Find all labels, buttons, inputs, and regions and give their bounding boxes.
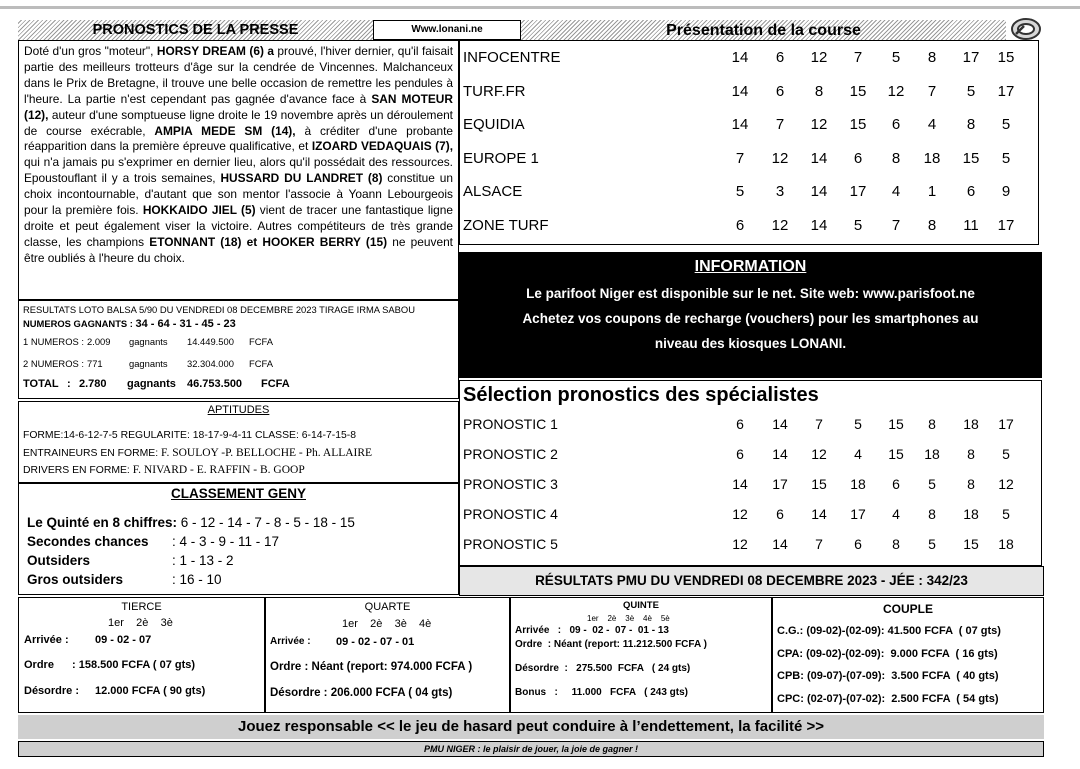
pronostic-number: 14: [732, 476, 748, 492]
pronostic-number: 15: [963, 536, 979, 552]
geny-box: [18, 483, 459, 595]
loto-result-cell: 14.449.500: [187, 336, 234, 347]
press-source-number: 6: [735, 216, 745, 234]
aptitudes-title: APTITUDES: [207, 404, 270, 416]
aptitudes-drivers: [23, 462, 454, 479]
press-source-number: 6: [775, 49, 785, 66]
website-label-box: [373, 20, 521, 40]
geny-title: CLASSEMENT GENY: [170, 486, 306, 501]
pronostic-number: 7: [815, 536, 823, 552]
tierce-desordre-value: 12.000 FCFA ( 90 gts): [95, 685, 206, 697]
press-source-number: 6: [775, 82, 785, 100]
loto-result-cell: FCFA: [249, 358, 273, 369]
quarte-title: QUARTE: [364, 601, 411, 613]
press-source-number: 5: [891, 49, 901, 66]
quinte-arrivee: Arrivée : 09 - 02 - 07 - 01 - 13: [515, 625, 669, 636]
press-source-name: ALSACE: [463, 183, 523, 200]
quarte-arrivee-row: [270, 632, 505, 652]
information-line-2: Achetez vos coupons de recharge (vouchers) pour les smartphones au: [522, 311, 979, 326]
geny-gros-row: [27, 570, 450, 589]
loto-result-cell: 771: [87, 358, 103, 369]
press-source-number: 17: [962, 49, 980, 66]
tierce-desordre-row: [24, 680, 259, 702]
drivers-label: DRIVERS EN FORME:: [23, 465, 133, 476]
press-source-name: ZONE TURF: [463, 216, 549, 234]
aptitudes-entraineurs: [23, 445, 454, 462]
loto-total-count: 2.780: [79, 378, 107, 390]
pronostic-number: 18: [963, 506, 979, 522]
press-source-number: 14: [731, 116, 749, 133]
quarte-arrivee-label: Arrivée :: [270, 636, 311, 647]
aptitudes-forme: FORME:14-6-12-7-5 REGULARITE: 18-17-9-4-11 CLASSE: 6-14-7-15-8: [23, 430, 357, 441]
geny-outsiders-row: [27, 551, 450, 570]
pmu-results-title-bar: [459, 566, 1044, 596]
loto-total-row: [23, 375, 454, 393]
pronostic-number: 6: [736, 446, 744, 462]
pronostic-name: PRONOSTIC 5: [463, 536, 558, 552]
pronostic-row: [460, 529, 1041, 559]
press-source-number: 4: [927, 116, 937, 133]
couple-line: CPA: (09-02)-(02-09): 9.000 FCFA ( 16 gts): [777, 647, 998, 660]
responsible-gaming-text: Jouez responsable << le jeu de hasard peut conduire à l’endettement, la facilité >>: [237, 718, 825, 735]
pronostic-row: [460, 499, 1041, 529]
loto-total-amount: 46.753.500: [187, 378, 243, 390]
press-source-row: [460, 108, 1038, 142]
aptitudes-box: [18, 401, 459, 483]
press-source-number: 12: [771, 216, 789, 234]
tierce-title: TIERCE: [121, 601, 162, 613]
quarte-arrivee-value: 09 - 02 - 07 - 01: [336, 636, 415, 648]
top-rule: [0, 6, 1080, 9]
geny-outsiders-value: : 1 - 13 - 2: [172, 553, 234, 568]
press-source-number: 17: [849, 183, 867, 200]
pronostic-row: [460, 469, 1041, 499]
pronostic-number: 5: [1002, 506, 1010, 522]
press-sources-table: [459, 40, 1039, 245]
pronostic-number: 8: [967, 476, 975, 492]
press-source-number: 12: [887, 82, 905, 100]
press-article-box: [18, 40, 459, 300]
press-source-number: 14: [731, 49, 749, 66]
pronostic-number: 4: [854, 446, 862, 462]
pronostic-number: 8: [967, 446, 975, 462]
loto-result-row: [23, 331, 454, 353]
pronostic-number: 5: [928, 536, 936, 552]
press-source-number: 3: [775, 183, 785, 200]
pronostic-number: 7: [815, 416, 823, 432]
selection-box: [459, 380, 1042, 566]
press-source-number: 5: [735, 183, 745, 200]
pronostic-number: 14: [772, 536, 788, 552]
press-source-number: 14: [731, 82, 749, 100]
quarte-desordre: Désordre : 206.000 FCFA ( 04 gts): [270, 687, 453, 699]
press-source-number: 7: [775, 116, 785, 133]
press-title: PRONOSTICS DE LA PRESSE: [92, 22, 299, 38]
press-source-number: 1: [927, 183, 937, 200]
pronostic-number: 18: [963, 416, 979, 432]
quinte-ordre: Ordre : Néant (report: 11.212.500 FCFA ): [515, 639, 707, 650]
selection-title: Sélection pronostics des spécialistes: [463, 384, 819, 406]
pronostic-number: 8: [928, 416, 936, 432]
pronostic-number: 6: [776, 506, 784, 522]
tierce-ordre-value: : 158.500 FCFA ( 07 gts): [72, 659, 196, 671]
quarte-ordre: Ordre : Néant (report: 974.000 FCFA ): [270, 661, 473, 673]
press-source-number: 14: [810, 149, 828, 167]
pronostic-number: 17: [850, 506, 866, 522]
entraineurs-label: ENTRAINEURS EN FORME:: [23, 448, 161, 459]
loto-result-cell: 32.304.000: [187, 358, 234, 369]
couple-line: CPB: (09-07)-(07-09): 3.500 FCFA ( 40 gts): [777, 670, 999, 682]
press-header-bar: [18, 20, 373, 40]
information-title: INFORMATION: [694, 258, 807, 275]
couple-box: [772, 597, 1044, 713]
press-source-number: 12: [810, 49, 828, 66]
drivers-value: F. NIVARD - E. RAFFIN - B. GOOP: [132, 464, 305, 476]
loto-result-cell: 2 NUMEROS :: [23, 358, 84, 369]
press-source-row: [460, 175, 1038, 209]
pronostic-number: 15: [811, 476, 827, 492]
entraineurs-value: F. SOULOY -P. BELLOCHE - Ph. ALLAIRE: [160, 447, 373, 459]
loto-total-label: TOTAL: [23, 378, 59, 390]
press-source-number: 8: [814, 82, 824, 100]
responsible-gaming-bar: [18, 715, 1044, 739]
press-source-row: [460, 209, 1038, 243]
tierce-desordre-label: Désordre :: [24, 685, 80, 697]
press-source-number: 5: [966, 82, 976, 100]
pronostic-number: 12: [732, 536, 748, 552]
pronostic-number: 6: [736, 416, 744, 432]
loto-result-cell: gagnants: [129, 336, 168, 347]
tierce-arrivee-row: [24, 630, 259, 650]
geny-secondes-row: [27, 532, 450, 551]
quarte-box: [265, 597, 510, 713]
press-source-number: 8: [891, 149, 901, 167]
couple-title: COUPLE: [882, 602, 933, 616]
pronostic-number: 12: [811, 446, 827, 462]
press-source-name: TURF.FR: [463, 82, 526, 100]
tierce-box: [18, 597, 265, 713]
pronostic-name: PRONOSTIC 2: [463, 446, 558, 462]
press-source-row: [460, 75, 1038, 109]
pronostic-number: 4: [892, 506, 900, 522]
press-source-number: 4: [891, 183, 901, 200]
press-source-number: 8: [927, 49, 937, 66]
press-source-number: 15: [849, 116, 867, 133]
pronostic-number: 6: [854, 536, 862, 552]
press-source-number: 6: [853, 149, 863, 167]
pronostic-number: 17: [772, 476, 788, 492]
press-source-number: 11: [963, 216, 979, 234]
press-source-number: 5: [1001, 149, 1011, 167]
tierce-ordre-row: [24, 654, 259, 676]
press-source-number: 9: [1001, 183, 1011, 200]
press-source-number: 15: [997, 49, 1015, 66]
press-source-row: [460, 41, 1038, 75]
slogan-text: PMU NIGER : le plaisir de jouer, la joie de gagner !: [423, 744, 639, 754]
press-source-number: 15: [962, 149, 980, 167]
press-source-name: EUROPE 1: [463, 149, 539, 167]
geny-gros-value: : 16 - 10: [172, 572, 222, 587]
press-source-number: 7: [927, 82, 937, 100]
geny-secondes-value: : 4 - 3 - 9 - 11 - 17: [172, 534, 280, 549]
pronostic-name: PRONOSTIC 1: [463, 416, 558, 432]
information-line-1: Le parifoot Niger est disponible sur le net. Site web: www.parisfoot.ne: [526, 286, 975, 301]
couple-line: C.G.: (09-02)-(02-09): 41.500 FCFA ( 07 gts): [777, 625, 1001, 637]
press-source-number: 6: [966, 183, 976, 200]
tierce-ordre-label: Ordre: [24, 659, 54, 671]
pronostic-number: 12: [732, 506, 748, 522]
information-panel: [459, 252, 1042, 378]
geny-quinte-row: [27, 513, 450, 532]
press-source-name: EQUIDIA: [463, 116, 525, 133]
press-source-number: 7: [735, 149, 745, 167]
pronostic-number: 14: [772, 416, 788, 432]
horseshoe-logo-icon: [1010, 16, 1042, 42]
press-article-text: Doté d'un gros "moteur", HORSY DREAM (6) a prouvé, l'hiver dernier, qu'il faisait partie des meilleurs trotteurs d'âge sur la cendrée de Vincennes. Malchanceux dans le Prix de Bretagne, il trouve une belle occasion de remettre les pendules à l'heure. La partie n'est cependant pas gagnée d'avance face à SAN MOTEUR (12), auteur d'une somptueuse ligne droite le 19 novembre après un déroulement de course exécrable, AMPIA MEDE SM (14), à créditer d'une probante réapparition dans la première épreuve qualificative, et IZOARD VEDAQUAIS (7), qui n'a jamais pu s'exprimer en dernier lieu, alors qu'il possédait des ressources. Epoustouflant il y a trois semaines, HUSSARD DU LANDRET (8) constitue un choix incontournable, d'autant que son mentor l'associe à Yoann Lebourgeois pour la première fois. HOKKAIDO JIEL (5) vient de tracer une fantastique ligne droite et peut également viser la victoire. Autres compétiteurs de très grande classe, les champions ETONNANT (18) et HOOKER BERRY (15) ne peuvent être oubliés à l'heure du choix.: [24, 44, 454, 265]
pronostic-number: 6: [892, 476, 900, 492]
loto-winning-label: NUMEROS GAGNANTS :: [23, 318, 136, 329]
press-source-number: 8: [966, 116, 976, 133]
geny-secondes-label: Secondes chances: [27, 534, 149, 549]
pronostic-number: 8: [892, 536, 900, 552]
press-source-row: [460, 142, 1038, 176]
press-source-number: 14: [810, 183, 828, 200]
press-source-number: 12: [771, 149, 789, 167]
website-link[interactable]: Www.lonani.ne: [411, 24, 483, 35]
quinte-desordre: Désordre : 275.500 FCFA ( 24 gts): [515, 663, 691, 674]
geny-quinte-value: 6 - 12 - 14 - 7 - 8 - 5 - 18 - 15: [180, 515, 355, 530]
loto-results-box: [18, 300, 459, 399]
quarte-places: 1er 2è 3è 4è: [342, 618, 432, 630]
press-source-name: INFOCENTRE: [463, 49, 561, 66]
loto-total-currency: FCFA: [261, 378, 290, 390]
press-source-number: 17: [997, 82, 1015, 100]
press-source-number: 18: [923, 149, 941, 167]
pronostic-number: 8: [928, 506, 936, 522]
pronostic-row: [460, 409, 1041, 439]
pronostic-number: 18: [998, 536, 1014, 552]
geny-gros-label: Gros outsiders: [27, 572, 124, 587]
press-source-number: 5: [853, 216, 863, 234]
tierce-arrivee-label: Arrivée :: [24, 634, 69, 646]
pmu-results-title: RÉSULTATS PMU DU VENDREDI 08 DECEMBRE 2023 - JÉE : 342/23: [535, 573, 968, 588]
loto-total-sep: :: [67, 378, 71, 390]
quinte-places: 1er 2è 3è 4è 5è: [587, 614, 670, 623]
loto-result-cell: 2.009: [87, 336, 111, 347]
geny-quinte-label: Le Quinté en 8 chiffres:: [27, 515, 181, 530]
pronostic-name: PRONOSTIC 4: [463, 506, 558, 522]
loto-title: RESULTATS LOTO BALSA 5/90 DU VENDREDI 08 DECEMBRE 2023 TIRAGE IRMA SABOU: [23, 304, 415, 315]
loto-result-row: [23, 353, 454, 375]
course-title: Présentation de la course: [666, 22, 861, 39]
pronostic-number: 5: [1002, 446, 1010, 462]
loto-winning-numbers: 34 - 64 - 31 - 45 - 23: [135, 318, 236, 330]
press-source-number: 15: [849, 82, 867, 100]
quinte-box: [510, 597, 772, 713]
pronostic-number: 12: [998, 476, 1014, 492]
press-source-number: 14: [810, 216, 828, 234]
press-source-number: 6: [891, 116, 901, 133]
tierce-arrivee-value: 09 - 02 - 07: [95, 634, 152, 646]
pronostic-number: 14: [772, 446, 788, 462]
press-source-number: 17: [997, 216, 1015, 234]
quinte-bonus: Bonus : 11.000 FCFA ( 243 gts): [515, 687, 689, 698]
pronostic-number: 14: [811, 506, 827, 522]
pronostic-name: PRONOSTIC 3: [463, 476, 558, 492]
pronostic-number: 17: [998, 416, 1014, 432]
loto-result-cell: gagnants: [129, 358, 168, 369]
couple-line: CPC: (02-07)-(07-02): 2.500 FCFA ( 54 gts): [777, 692, 999, 705]
geny-outsiders-label: Outsiders: [27, 553, 91, 568]
loto-result-cell: FCFA: [249, 336, 273, 347]
loto-result-cell: 1 NUMEROS :: [23, 336, 84, 347]
loto-winning-line: [23, 317, 454, 331]
press-source-number: 7: [891, 216, 901, 234]
slogan-bar: [18, 741, 1044, 757]
loto-total-word: gagnants: [127, 378, 176, 390]
pronostic-number: 5: [928, 476, 936, 492]
press-source-number: 12: [810, 116, 828, 133]
pronostic-number: 18: [850, 476, 866, 492]
tierce-places: 1er 2è 3è: [108, 617, 173, 629]
course-header-bar: [521, 20, 1006, 40]
pronostic-row: [460, 439, 1041, 469]
press-source-number: 8: [927, 216, 937, 234]
information-line-3: niveau des kiosques LONANI.: [654, 336, 847, 351]
pronostic-number: 15: [888, 446, 904, 462]
press-source-number: 7: [853, 49, 863, 66]
press-source-number: 5: [1001, 116, 1011, 133]
pronostic-number: 15: [888, 416, 904, 432]
pronostic-number: 5: [854, 416, 862, 432]
pronostic-number: 18: [924, 446, 940, 462]
quinte-title: QUINTE: [623, 600, 659, 611]
